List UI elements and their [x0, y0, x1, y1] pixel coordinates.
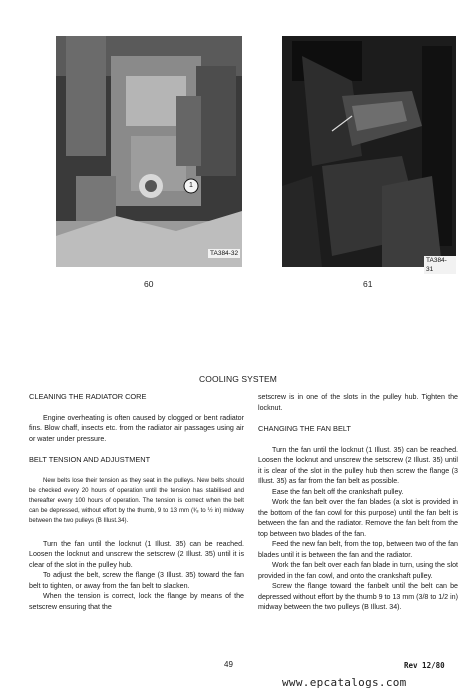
right-column — [258, 392, 458, 613]
figure-60-callout: 1 — [189, 182, 193, 189]
paragraph-radiator-cleaning: Engine overheating is often caused by clogged or bent radiator fins. Blow chaff, insects etc. from the radiator air passages using air or water under pressure. — [29, 413, 244, 443]
figure-60-number: 60 — [144, 279, 154, 289]
figure-60-photo — [56, 36, 242, 267]
paragraph-work-over-blades: Work the fan belt over the fan blades (a slot is provided in the bottom of the fan cowl for this purpose) until the fan belt is between the fan and the radiator. Remove the fan belt from the top between two blades of the fan. — [258, 498, 458, 538]
paragraph-ease-belt: Ease the fan belt off the crankshaft pulley. — [272, 487, 404, 496]
figure-61-tag: TA384-31 — [424, 256, 456, 274]
paragraph-feed-new-belt: Feed the new fan belt, from the top, between two of the fan blades until it is between the fan and the radiator. — [258, 540, 458, 559]
paragraph-setscrew-slot: setscrew is in one of the slots in the pulley hub. Tighten the locknut. — [258, 393, 458, 412]
paragraph-screw-flange: Screw the flange toward the fanbelt until the belt can be depressed without effort by the thumb 9 to 13 mm (3/8 to 1/2 in) midway between the two pulleys (B Illust. 34). — [258, 582, 458, 611]
revision-label: Rev 12/80 — [404, 661, 445, 670]
left-column — [29, 392, 244, 612]
section-title: COOLING SYSTEM — [199, 374, 277, 384]
heading-changing-fan-belt: CHANGING THE FAN BELT — [258, 424, 351, 433]
figure-61-number: 61 — [363, 279, 373, 289]
paragraph-new-belts: New belts lose their tension as they seat in the pulleys. New belts should be checked every 20 hours of operation until the tension has stabilised and thereafter every 100 hours of operation. The tension is correct when the belt can be depressed, without effort by the thumb, 9 to 13 mm (³⁄₈ to ½ in) midway between the two pulleys (B Illust.34). — [29, 476, 244, 525]
figure-61-photo — [282, 36, 456, 273]
figure-60-tag: TA384-32 — [210, 250, 239, 257]
paragraph-adjust-belt: To adjust the belt, screw the flange (3 Illust. 35) toward the fan belt to tighten, or away from the fan belt to slacken. — [29, 571, 244, 590]
paragraph-lock-flange: When the tension is correct, lock the flange by means of the setscrew ensuring that the — [29, 592, 244, 611]
paragraph-work-each-blade: Work the fan belt over each fan blade in turn, using the slot provided in the fan cowl, and onto the crankshaft pulley. — [258, 561, 458, 580]
page-number: 49 — [224, 660, 233, 669]
heading-cleaning-radiator: CLEANING THE RADIATOR CORE — [29, 392, 147, 401]
paragraph-turn-fan: Turn the fan until the locknut (1 Illust. 35) can be reached. Loosen the locknut and unscrew the setscrew (2 Illust. 35) until it is clear of the slot in the pulley hub. — [29, 539, 244, 569]
radiator-photo-graphic — [282, 36, 456, 267]
watermark-url: www.epcatalogs.com — [282, 676, 407, 689]
paragraph-changing-turn-fan: Turn the fan until the locknut (1 Illust. 35) can be reached. Loosen the locknut and unscrew the setscrew (2 Illust. 35) until it is clear of the slot in the pulley hub then screw the flange (3 Illust. 35) as far from the fan belt as possible. — [258, 445, 458, 485]
heading-belt-tension: BELT TENSION AND ADJUSTMENT — [29, 455, 151, 464]
engine-photo-graphic — [56, 36, 242, 267]
